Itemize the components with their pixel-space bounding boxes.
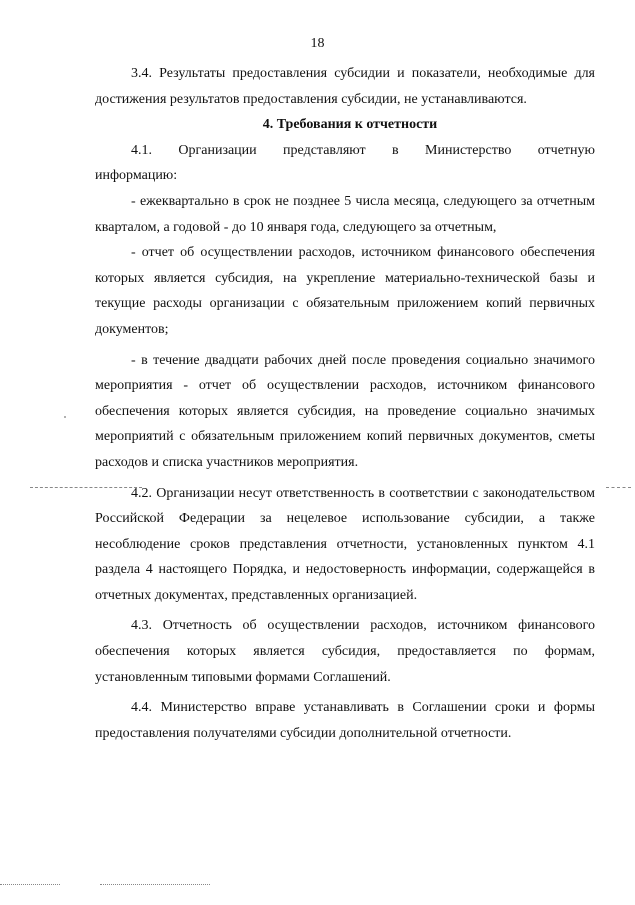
paragraph-3-4: 3.4. Результаты предоставления субсидии и показатели, необходимые для достижения результатов предоставления субсидии, не устанавливаются.: [95, 66, 595, 107]
section-heading-4: 4. Требования к отчетности: [262, 117, 438, 133]
paragraph-4-4: 4.4. Министерство вправе устанавливать в Соглашении сроки и формы предоставления получателями субсидии дополнительной отчетности.: [95, 700, 595, 741]
page-number: 18: [310, 36, 325, 51]
document-body: [95, 61, 595, 746]
scan-speck: [64, 416, 66, 418]
bullet-expense-report: - отчет об осуществлении расходов, источником финансового обеспечения которых является субсидия, на укрепление материально-технической базы и текущие расходы организации с обязательным приложением копий первичных документов;: [95, 245, 595, 337]
scan-line-bottom-left: [0, 884, 60, 885]
paragraph-4-2: 4.2. Организации несут ответственность в соответствии с законодательством Российской Федерации за нецелевое использование субсидии, а также несоблюдение сроков представления отчетности, установленных пунктом 4.1 раздела 4 настоящего Порядка, и недостоверность информации, содержащейся в отчетных документах, представленных организацией.: [95, 485, 595, 603]
scan-line-left: [30, 487, 142, 488]
scan-line-bottom-mid: [100, 884, 210, 885]
bullet-event-report: - в течение двадцати рабочих дней после проведения социально значимого мероприятия - отчет об осуществлении расходов, источником финансового обеспечения которых является субсидия, на проведение социально значимых мероприятий с обязательным приложением копий первичных документов, сметы расходов и списка участников мероприятия.: [95, 352, 595, 470]
paragraph-4-1: 4.1. Организации представляют в Министерство отчетную информацию:: [95, 142, 595, 184]
paragraph-4-3: 4.3. Отчетность об осуществлении расходов, источником финансового обеспечения которых является субсидия, предоставляется по формам, установленным типовыми формами Соглашений.: [95, 618, 595, 685]
scan-line-right: [606, 487, 631, 488]
bullet-quarterly: - ежеквартально в срок не позднее 5 числа месяца, следующего за отчетным кварталом, а годовой - до 10 января года, следующего за отчетным,: [95, 193, 595, 235]
